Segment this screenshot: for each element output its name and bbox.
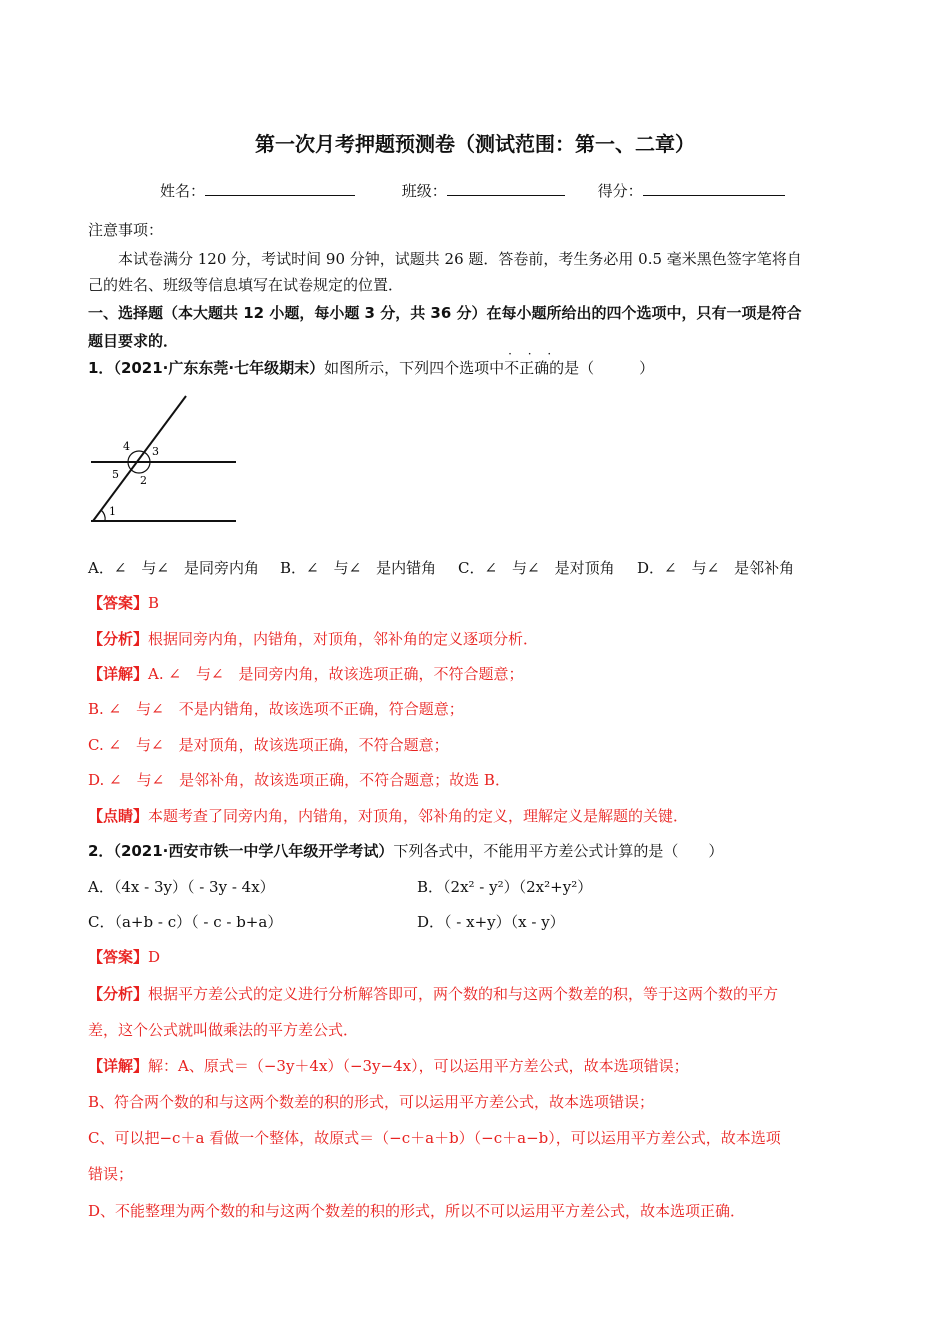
q1-detail-a [88, 663, 524, 684]
comment-tag: 【点睛】 [88, 807, 149, 825]
stem-text: 下列各式中，不能用平方差公式计算的是（ ） [393, 842, 724, 860]
answer-tag: 【答案】 [88, 948, 149, 966]
q1-detail-b: B. ∠ 与∠ 不是内错角，故该选项不正确，符合题意； [88, 700, 464, 718]
angle-label-3: 3 [152, 445, 159, 458]
angle-figure [85, 392, 245, 528]
question-number: 2． [88, 842, 114, 860]
question-2-stem [88, 840, 723, 861]
answer-value: D [148, 948, 161, 966]
analysis-tag: 【分析】 [88, 985, 149, 1003]
name-field[interactable] [205, 181, 355, 196]
angle-label-4: 4 [123, 440, 130, 453]
page-title: 第一次月考押题预测卷（测试范围：第一、二章） [255, 132, 695, 156]
comment-text: 本题考查了同旁内角，内错角，对顶角，邻补角的定义，理解定义是解题的关键． [148, 807, 689, 825]
q2-detail-c-1: C、可以把−c＋a 看做一个整体，故原式＝（−c＋a＋b）（−c＋a−b），可以运用平方差公式，故本选项 [88, 1129, 781, 1147]
angle-label-5: 5 [112, 468, 119, 481]
q2-analysis-2: 差，这个公式就叫做乘法的平方差公式． [88, 1021, 359, 1039]
angle-label-1: 1 [109, 505, 116, 518]
detail-tag: 【详解】 [88, 1057, 149, 1075]
class-label: 班级： [401, 182, 447, 200]
detail-tag: 【详解】 [88, 665, 149, 683]
question-1-stem [88, 347, 655, 378]
q2-detail-c-2: 错误； [88, 1165, 134, 1183]
q2-detail-d: D、不能整理为两个数的和与这两个数差的积的形式，所以不可以运用平方差公式，故本选项正确． [88, 1202, 746, 1220]
q2-answer [88, 946, 160, 967]
question-number: 1． [88, 359, 114, 377]
angle-label-2: 2 [140, 474, 147, 487]
transversal-line [93, 396, 186, 521]
q1-comment [88, 805, 688, 826]
q1-option-b[interactable]: B．∠ 与∠ 是内错角 [280, 559, 437, 577]
student-info-fields [160, 180, 813, 201]
q2-option-c[interactable]: C．（a+b - c）（ - c - b+a） [88, 913, 283, 931]
analysis-tag: 【分析】 [88, 630, 149, 648]
analysis-text: 根据同旁内角，内错角，对顶角，邻补角的定义逐项分析． [148, 630, 539, 648]
q2-option-a[interactable]: A．（4x - 3y）（ - 3y - 4x） [88, 878, 275, 896]
stem-text-end: 的是（ ） [549, 359, 655, 377]
detail-text: 解：A、原式＝（−3y＋4x）（−3y−4x），可以运用平方差公式，故本选项错误； [148, 1057, 689, 1075]
q2-option-b[interactable]: B．（2x² - y²）（2x²+y²） [417, 878, 593, 896]
notice-line-1: 本试卷满分 120 分，考试时间 90 分钟，试题共 26 题．答卷前，考生务必用 0.5 毫米黑色签字笔将自 [118, 250, 802, 268]
q2-analysis-1 [88, 983, 778, 1004]
q1-detail-c: C. ∠ 与∠ 是对顶角，故该选项正确，不符合题意； [88, 736, 449, 754]
answer-value: B [148, 594, 160, 612]
q2-detail-a [88, 1055, 689, 1076]
question-source: （2021·西安市铁一中学八年级开学考试） [113, 842, 394, 860]
stem-text: 如图所示，下列四个选项中 [324, 359, 505, 377]
angle-1-arc [101, 510, 105, 521]
q1-option-a[interactable]: A．∠ 与∠ 是同旁内角 [88, 559, 259, 577]
stem-emphasis [504, 347, 558, 377]
score-label: 得分： [597, 182, 643, 200]
name-label: 姓名： [160, 182, 206, 200]
q1-option-c[interactable]: C．∠ 与∠ 是对顶角 [458, 559, 615, 577]
detail-text: A. ∠ 与∠ 是同旁内角，故该选项正确，不符合题意； [148, 665, 524, 683]
q1-answer [88, 592, 159, 613]
notice-heading: 注意事项： [88, 221, 164, 239]
q2-option-d[interactable]: D．（ - x+y）（x - y） [417, 913, 565, 931]
emphasis-dots: · · · [508, 347, 558, 361]
notice-line-2: 己的姓名、班级等信息填写在试卷规定的位置． [88, 276, 404, 294]
score-field[interactable] [643, 181, 785, 196]
q2-detail-b: B、符合两个数的和与这两个数差的积的形式，可以运用平方差公式，故本选项错误； [88, 1093, 655, 1111]
answer-tag: 【答案】 [88, 594, 149, 612]
section-heading-2: 题目要求的． [88, 332, 179, 350]
q1-analysis [88, 628, 538, 649]
q1-option-d[interactable]: D．∠ 与∠ 是邻补角 [637, 559, 795, 577]
stem-emphasis-text: 不正确 [504, 359, 550, 377]
question-source: （2021·广东东莞·七年级期末） [113, 359, 325, 377]
section-heading-1: 一、选择题（本大题共 12 小题，每小题 3 分，共 36 分）在每小题所给出的四个选项中，只有一项是符合 [88, 304, 802, 322]
q1-detail-d: D. ∠ 与∠ 是邻补角，故该选项正确，不符合题意；故选 B． [88, 771, 510, 789]
analysis-text: 根据平方差公式的定义进行分析解答即可，两个数的和与这两个数差的积，等于这两个数的平方 [148, 985, 779, 1003]
class-field[interactable] [447, 181, 565, 196]
